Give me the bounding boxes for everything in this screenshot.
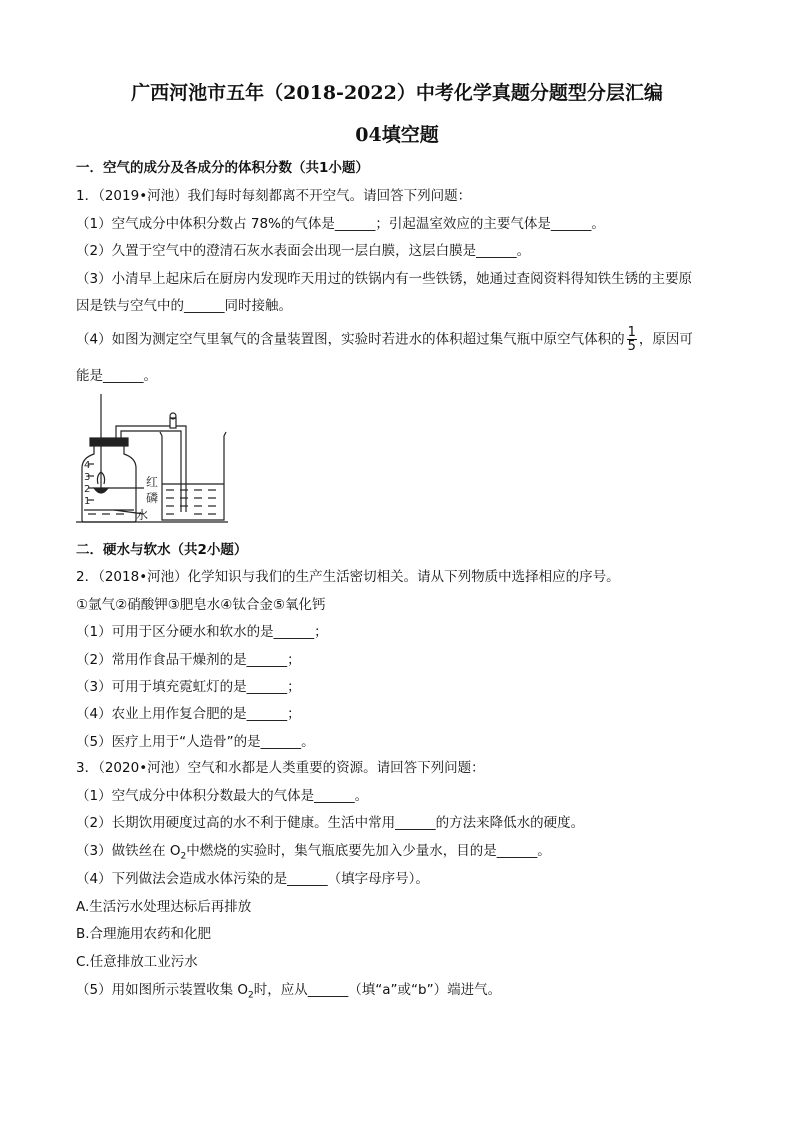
question-1-part-3b: 因是铁与空气中的______同时接触。 — [76, 298, 292, 314]
question-3-part-5-text: （5）用如图所示装置收集 O — [76, 982, 249, 998]
question-2-part-2: （2）常用作食品干燥剂的是______； — [76, 652, 301, 668]
question-1-part-4b: 能是______。 — [76, 368, 157, 384]
subscript-2: 2 — [180, 851, 187, 862]
question-3-part-5-tail: 时，应从______（填“a”或“b”）端进气。 — [253, 982, 502, 998]
section-heading-1: 一．空气的成分及各成分的体积分数（共1小题） — [76, 160, 369, 176]
label-red: 红 — [146, 475, 159, 489]
question-2-intro: 2．（2018•河池）化学知识与我们的生产生活密切相关。请从下列物质中选择相应的序号。 — [76, 569, 620, 585]
oxygen-measurement-apparatus — [74, 392, 234, 528]
question-2-part-3: （3）可用于填充霓虹灯的是______； — [76, 679, 301, 695]
question-3-part-4: （4）下列做法会造成水体污染的是______（填字母序号）。 — [76, 871, 429, 887]
subscript-2: 2 — [248, 990, 254, 1001]
question-3-part-1: （1）空气成分中体积分数最大的气体是______。 — [76, 788, 369, 804]
question-1-intro: 1．（2019•河池）我们每时每刻都离不开空气。请回答下列问题： — [76, 188, 472, 204]
question-3-part-3 — [76, 841, 551, 867]
scale-mark-3: 3 — [84, 472, 91, 483]
scale-mark-4: 4 — [84, 460, 91, 471]
label-water: 水 — [136, 508, 149, 522]
question-3-part-3-text: （3）做铁丝在 O — [76, 843, 181, 859]
question-2-part-4: （4）农业上用作复合肥的是______； — [76, 706, 301, 722]
question-3-part-3-tail: 中燃烧的实验时，集气瓶底要先加入少量水，目的是______。 — [186, 843, 551, 859]
label-phosphorus: 磷 — [146, 491, 159, 505]
question-3-part-5 — [76, 980, 501, 1006]
question-3-part-2: （2）长期饮用硬度过高的水不利于健康。生活中常用______的方法来降低水的硬度。 — [76, 815, 585, 831]
scale-mark-1: 1 — [84, 496, 91, 507]
question-1-part-4a-tail: ，原因可 — [638, 331, 693, 348]
question-1-part-2: （2）久置于空气中的澄清石灰水表面会出现一层白膜，这层白膜是______。 — [76, 243, 531, 259]
question-1-part-1: （1）空气成分中体积分数占 78%的气体是______；引起温室效应的主要气体是______。 — [76, 216, 605, 232]
question-3-intro: 3．（2020•河池）空气和水都是人类重要的资源。请回答下列问题： — [76, 760, 485, 776]
question-2-part-5: （5）医疗上用于“人造骨”的是______。 — [76, 734, 315, 750]
question-2-options: ①氩气②硝酸钾③肥皂水④钛合金⑤氧化钙 — [76, 597, 326, 613]
fraction-numerator: 1 — [627, 325, 636, 340]
option-a: A.生活污水处理达标后再排放 — [76, 899, 252, 915]
section-heading-2: 二．硬水与软水（共2小题） — [76, 542, 248, 558]
option-c: C.任意排放工业污水 — [76, 954, 198, 970]
question-1-part-4a-text: （4）如图为测定空气里氧气的含量装置图，实验时若进水的体积超过集气瓶中原空气体积的 — [76, 331, 625, 348]
document-subtitle: 04填空题 — [355, 124, 439, 146]
scale-mark-2: 2 — [84, 484, 91, 495]
question-2-part-1: （1）可用于区分硬水和软水的是______； — [76, 624, 328, 640]
document-title: 广西河池市五年（2018-2022）中考化学真题分题型分层汇编 — [131, 82, 663, 104]
fraction-denominator: 5 — [627, 339, 636, 354]
fraction-one-fifth — [627, 326, 637, 353]
question-1-part-3a: （3）小清早上起床后在厨房内发现昨天用过的铁锅内有一些铁锈，她通过查阅资料得知铁生锈的主要原 — [76, 271, 693, 287]
option-b: B.合理施用农药和化肥 — [76, 926, 212, 942]
question-1-part-4a — [76, 326, 693, 353]
